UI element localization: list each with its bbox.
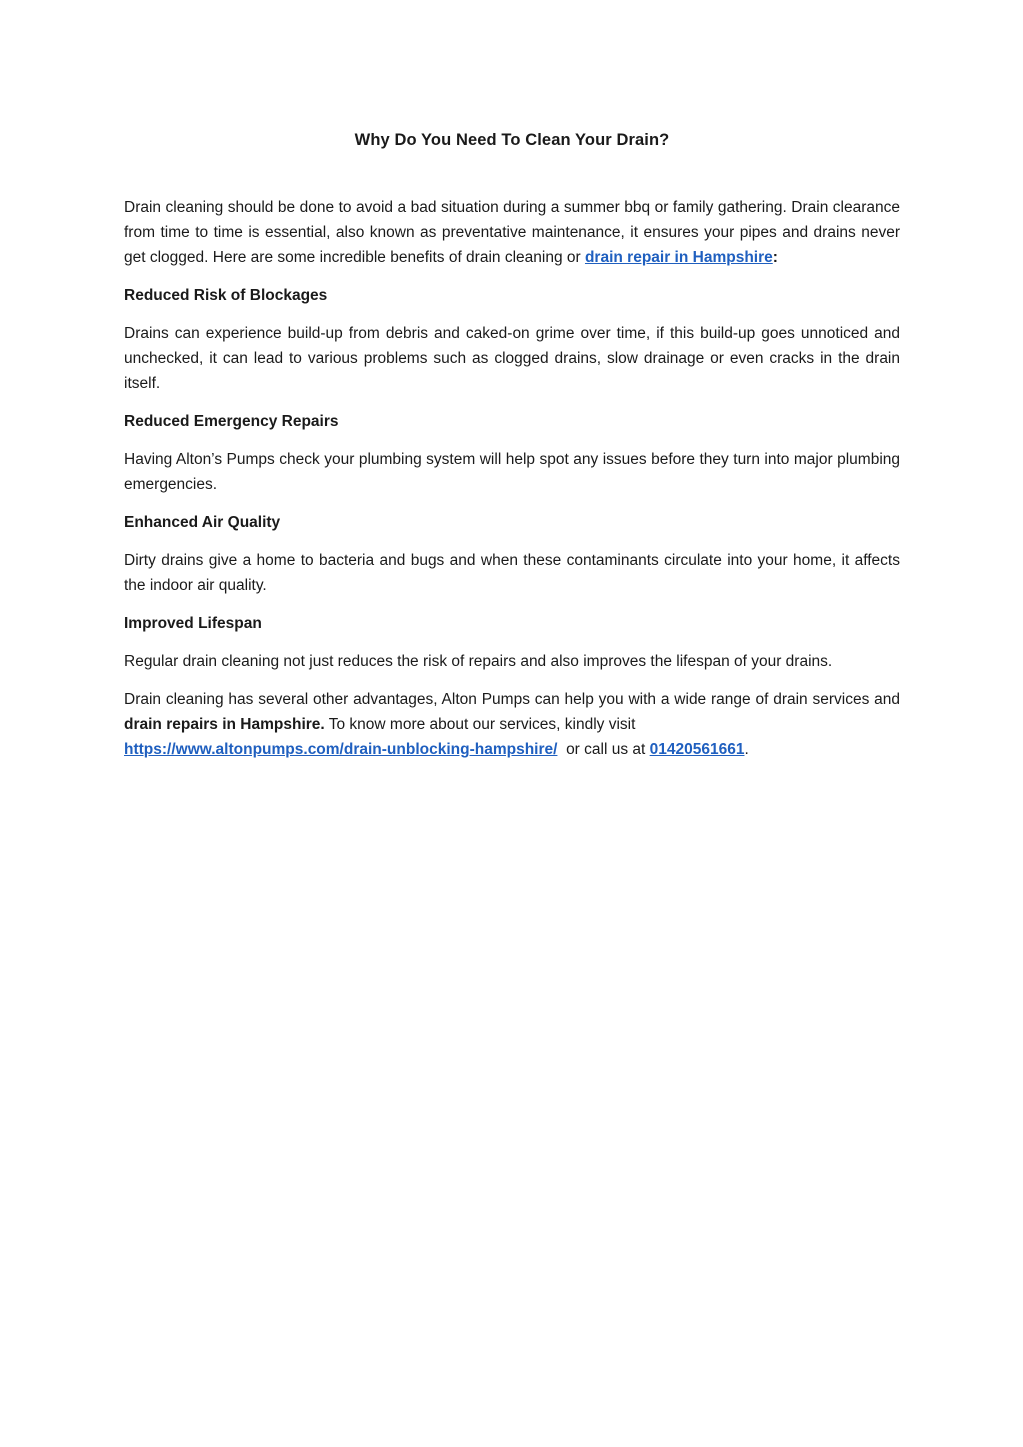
phone-link[interactable]: 01420561661 bbox=[649, 741, 745, 758]
closing-bold: drain repairs in Hampshire. bbox=[124, 716, 325, 733]
section-heading-air-quality: Enhanced Air Quality bbox=[124, 514, 281, 531]
section-heading-blockages: Reduced Risk of Blockages bbox=[124, 287, 328, 304]
page-title: Why Do You Need To Clean Your Drain? bbox=[354, 131, 670, 149]
section-body-air-quality: Dirty drains give a home to bacteria and bugs and when these contaminants circulate into your home, it affects the indoor air quality. bbox=[124, 552, 900, 594]
intro-text: Drain cleaning should be done to avoid a bad situation during a summer bbq or family gathering. Drain clearance from time to time is essential, also known as preventative maintenance, it ensures your pipes and drains never get clogged. Here are some incredible benefits of drain cleaning or bbox=[124, 199, 900, 266]
closing-paragraph bbox=[124, 687, 900, 762]
section-heading-lifespan: Improved Lifespan bbox=[124, 615, 262, 632]
closing-text-1: Drain cleaning has several other advantages, Alton Pumps can help you with a wide range of drain services and bbox=[124, 691, 900, 708]
intro-colon: : bbox=[772, 249, 778, 266]
closing-period: . bbox=[744, 741, 749, 758]
intro-paragraph bbox=[124, 195, 900, 270]
section-heading-emergency: Reduced Emergency Repairs bbox=[124, 413, 339, 430]
closing-text-2: To know more about our services, kindly visit bbox=[324, 716, 636, 733]
closing-text-3: or call us at bbox=[557, 741, 650, 758]
altonpumps-url-link[interactable]: https://www.altonpumps.com/drain-unblocking-hampshire/ bbox=[124, 741, 558, 758]
document-page bbox=[124, 128, 900, 762]
section-body-blockages: Drains can experience build-up from debris and caked-on grime over time, if this build-up goes unnoticed and unchecked, it can lead to various problems such as clogged drains, slow drainage or even cracks in the drain itself. bbox=[124, 325, 900, 392]
section-body-emergency: Having Alton’s Pumps check your plumbing system will help spot any issues before they turn into major plumbing emergencies. bbox=[124, 451, 900, 493]
section-body-lifespan: Regular drain cleaning not just reduces the risk of repairs and also improves the lifespan of your drains. bbox=[124, 653, 833, 670]
drain-repair-link[interactable]: drain repair in Hampshire bbox=[584, 249, 773, 266]
